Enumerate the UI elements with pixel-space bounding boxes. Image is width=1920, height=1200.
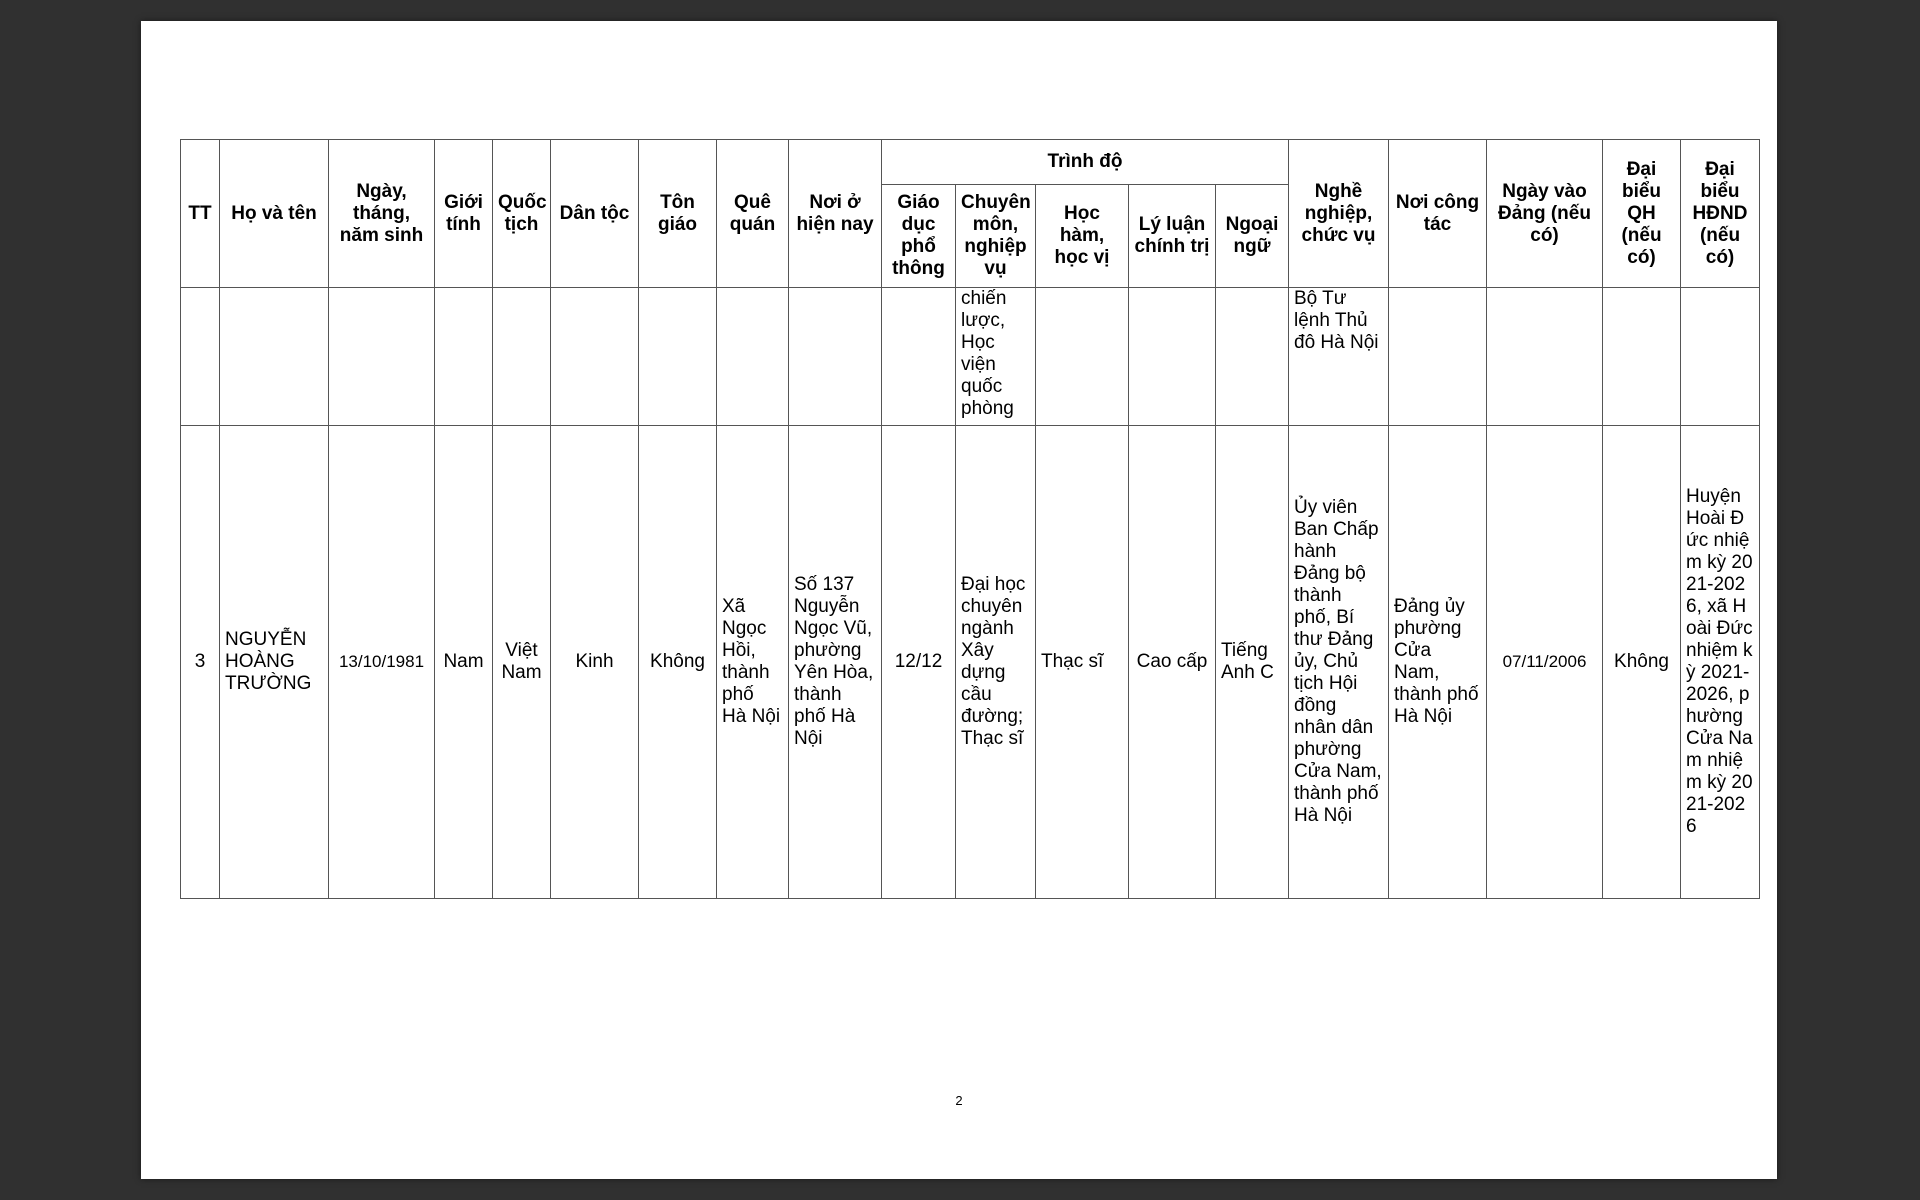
table-cell [717, 288, 789, 426]
table-cell [1129, 288, 1216, 426]
header-trinh-do: Trình độ [882, 140, 1289, 185]
cell-nghe-nghiep: Ủy viên Ban Chấp hành Đảng bộ thành phố, Bí thư Đảng ủy, Chủ tịch Hội đồng nhân dân phường Cửa Nam, thành phố Hà Nội [1289, 426, 1389, 899]
cell-ho-va-ten: NGUYỄN HOÀNG TRƯỜNG [220, 426, 329, 899]
table-cell [882, 288, 956, 426]
header-ngoai-ngu: Ngoại ngữ [1216, 185, 1289, 288]
cell-giao-duc: 12/12 [882, 426, 956, 899]
header-ngay-sinh: Ngày, tháng, năm sinh [329, 140, 435, 288]
header-quoc-tich: Quốc tịch [493, 140, 551, 288]
page-number: 2 [955, 1093, 963, 1108]
header-gioi-tinh: Giới tính [435, 140, 493, 288]
cell-dai-bieu-qh: Không [1603, 426, 1681, 899]
header-que-quan: Quê quán [717, 140, 789, 288]
table-cell [1389, 288, 1487, 426]
cell-tt: 3 [181, 426, 220, 899]
table-cell [1681, 288, 1760, 426]
cell-chuyen-mon: Đại học chuyên ngành Xây dựng cầu đường; Thạc sĩ [956, 426, 1036, 899]
table-cell [1603, 288, 1681, 426]
header-ngay-vao-dang: Ngày vào Đảng (nếu có) [1487, 140, 1603, 288]
cell-dai-bieu-hdnd: Huyện Hoài Đức nhiệm kỳ 2021-2026, xã Hoài Đức nhiệm kỳ 2021-2026, phường Cửa Nam nhiệm kỳ 2021-2026 [1681, 426, 1760, 899]
table-cell [639, 288, 717, 426]
header-row-1 [181, 140, 1760, 185]
cell-gioi-tinh: Nam [435, 426, 493, 899]
header-chuyen-mon: Chuyên môn, nghiệp vụ [956, 185, 1036, 288]
cell-nghe-nghiep-continued: Bộ Tư lệnh Thủ đô Hà Nội [1289, 288, 1389, 426]
table-cell [493, 288, 551, 426]
table-cell [329, 288, 435, 426]
header-dai-bieu-qh: Đại biểu QH (nếu có) [1603, 140, 1681, 288]
cell-ngoai-ngu: Tiếng Anh C [1216, 426, 1289, 899]
cell-noi-cong-tac: Đảng ủy phường Cửa Nam, thành phố Hà Nội [1389, 426, 1487, 899]
header-nghe-nghiep: Nghề nghiệp, chức vụ [1289, 140, 1389, 288]
continuation-row [181, 288, 1760, 426]
header-hoc-ham: Học hàm, học vị [1036, 185, 1129, 288]
table-cell [551, 288, 639, 426]
cell-que-quan: Xã Ngọc Hồi, thành phố Hà Nội [717, 426, 789, 899]
table-row [181, 426, 1760, 899]
table-cell [1036, 288, 1129, 426]
table-cell [220, 288, 329, 426]
document-page [141, 21, 1777, 1179]
table-cell [789, 288, 882, 426]
header-tt: TT [181, 140, 220, 288]
cell-ngay-sinh: 13/10/1981 [329, 426, 435, 899]
header-dai-bieu-hdnd: Đại biểu HĐND (nếu có) [1681, 140, 1760, 288]
header-noi-o: Nơi ở hiện nay [789, 140, 882, 288]
header-dan-toc: Dân tộc [551, 140, 639, 288]
cell-chuyen-mon-continued: chiến lược, Học viện quốc phòng [956, 288, 1036, 426]
cell-dan-toc: Kinh [551, 426, 639, 899]
header-noi-cong-tac: Nơi công tác [1389, 140, 1487, 288]
table-cell [181, 288, 220, 426]
cell-ton-giao: Không [639, 426, 717, 899]
header-ton-giao: Tôn giáo [639, 140, 717, 288]
table-cell [435, 288, 493, 426]
header-ho-va-ten: Họ và tên [220, 140, 329, 288]
table-cell [1216, 288, 1289, 426]
cell-noi-o: Số 137 Nguyễn Ngọc Vũ, phường Yên Hòa, thành phố Hà Nội [789, 426, 882, 899]
table-cell [1487, 288, 1603, 426]
cell-ngay-vao-dang: 07/11/2006 [1487, 426, 1603, 899]
header-giao-duc: Giáo dục phổ thông [882, 185, 956, 288]
cell-ly-luan: Cao cấp [1129, 426, 1216, 899]
candidate-table [180, 139, 1760, 899]
header-ly-luan: Lý luận chính trị [1129, 185, 1216, 288]
cell-hoc-ham: Thạc sĩ [1036, 426, 1129, 899]
cell-quoc-tich: Việt Nam [493, 426, 551, 899]
